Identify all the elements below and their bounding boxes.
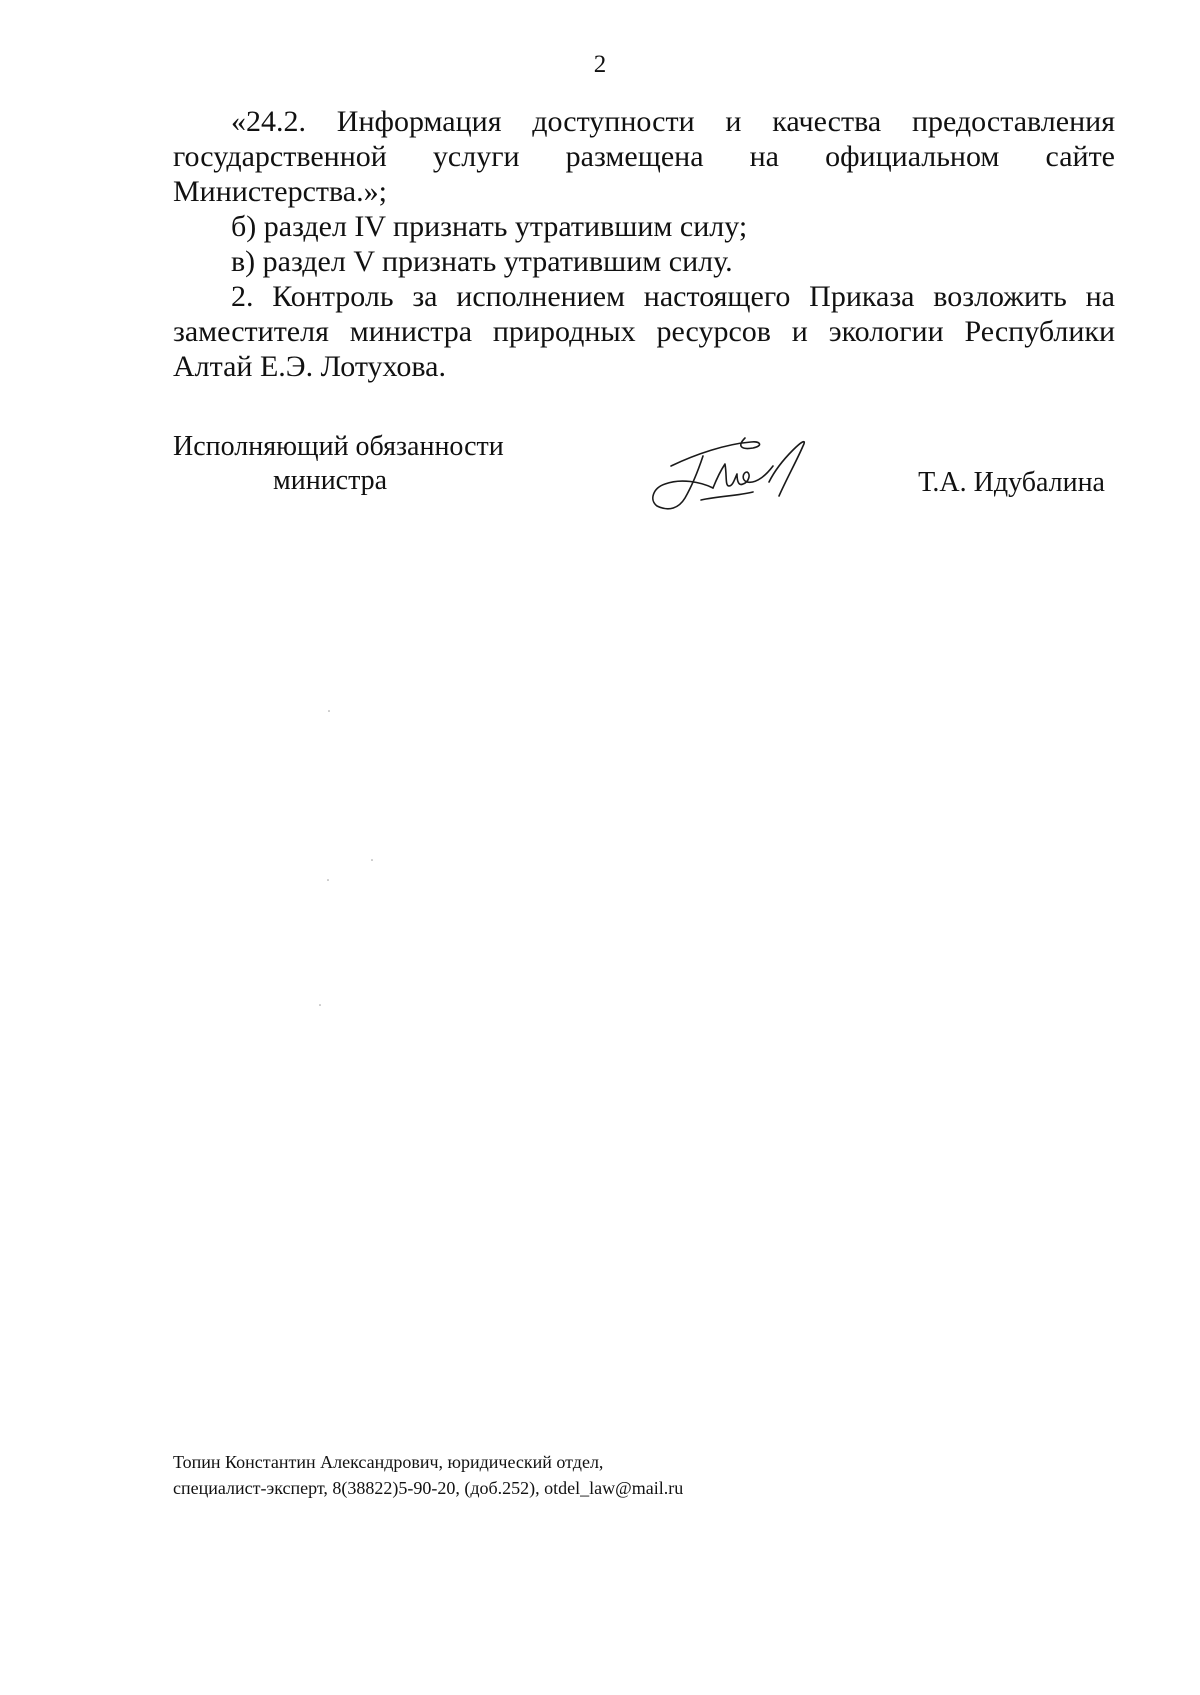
signatory-position-line2: министра <box>273 465 388 496</box>
signatory-position-line1: Исполняющий обязанности <box>173 431 504 462</box>
executor-line1: Топин Константин Александрович, юридический отдел, <box>173 1452 604 1472</box>
page-number: 2 <box>593 51 607 78</box>
paragraph-24-2: «24.2. Информация доступности и качества предоставления государственной услуги размещена на официальном сайте Министерства.»; <box>173 105 1115 208</box>
paragraph-control: 2. Контроль за исполнением настоящего Приказа возложить на заместителя министра природных ресурсов и экологии Республики Алтай Е.Э. Лотухова. <box>173 280 1115 383</box>
executor-line2: специалист-эксперт, 8(38822)5-90-20, (доб.252), otdel_law@mail.ru <box>173 1478 684 1498</box>
document-body <box>173 104 1115 384</box>
handwritten-signature-icon <box>641 426 821 526</box>
executor-contact <box>173 1449 873 1501</box>
signer-name: Т.А. Идубалина <box>918 467 1105 498</box>
signature-block <box>173 430 1115 550</box>
paragraph-section-v: в) раздел V признать утратившим силу. <box>231 245 733 278</box>
signatory-position <box>173 430 504 498</box>
paragraph-section-iv: б) раздел IV признать утратившим силу; <box>231 210 748 243</box>
